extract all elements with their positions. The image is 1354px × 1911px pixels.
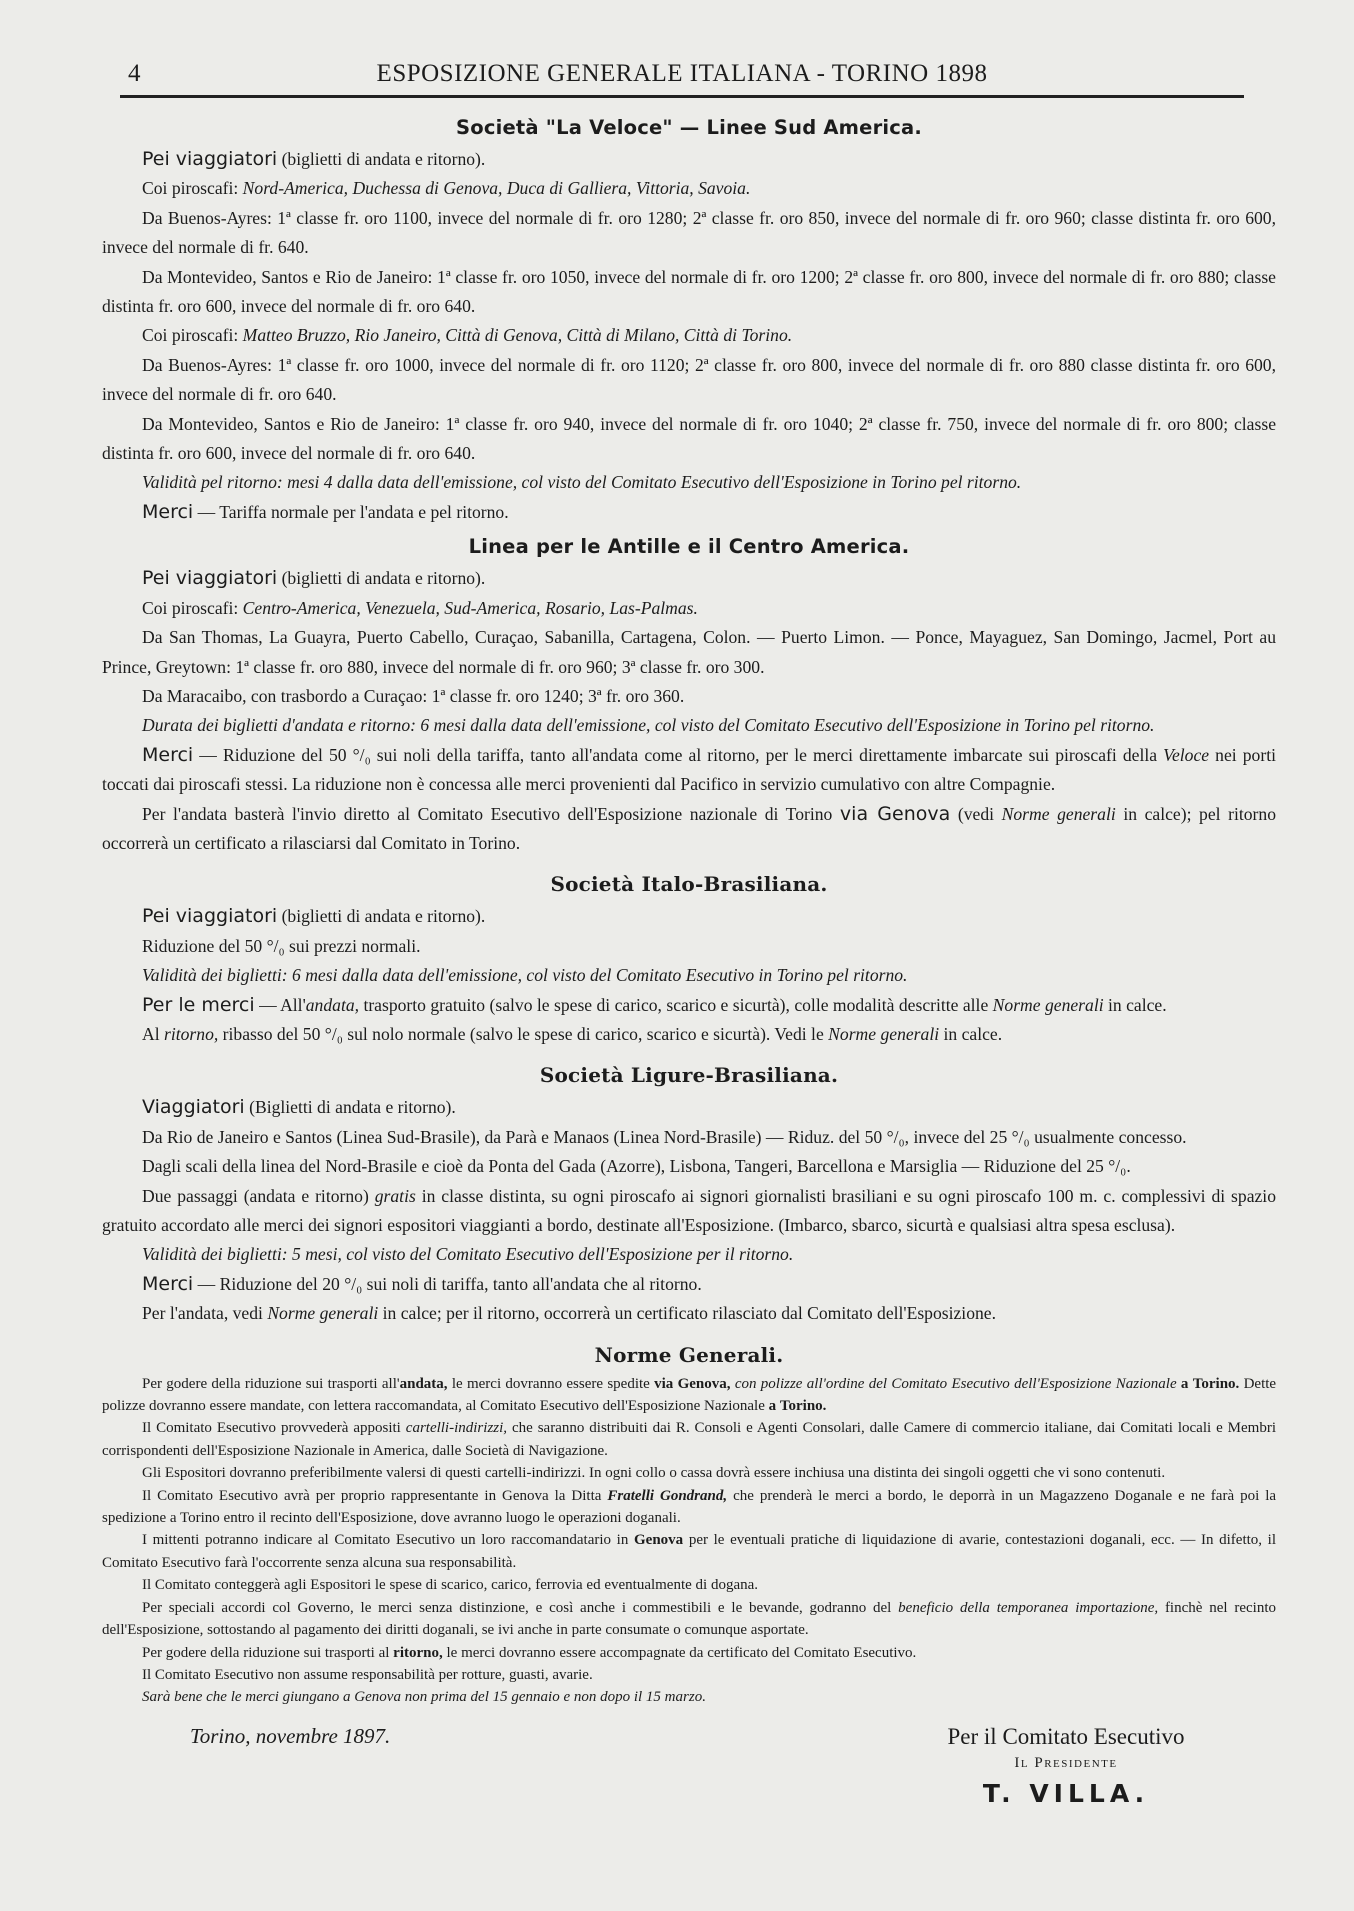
body-text: Dagli scali della linea del Nord-Brasile e cioè da Ponta del Gada (Azorre), Lisbona, Tangeri, Barcellona e Marsiglia — Riduzione del 25 °/₀. — [142, 1156, 1131, 1177]
italic-term: ritorno, — [164, 1023, 219, 1044]
italic-term: gratis — [374, 1185, 416, 1206]
body-text: Per speciali accordi col Governo, le merci senza distinzione, e così anche i commestibili e le bevande, godranno del — [142, 1599, 892, 1616]
italic-term: Norme generali — [992, 994, 1104, 1015]
lead-text: (biglietti di andata e ritorno). — [281, 149, 486, 169]
ship-list: Nord-America, Duchessa di Genova, Duca di Galliera, Vittoria, Savoia. — [242, 178, 751, 199]
emphasis: ritorno, — [393, 1644, 443, 1661]
lead-label: Pei viaggiatori — [142, 148, 278, 170]
section-title: Società Ligure-Brasiliana. — [539, 1063, 839, 1088]
section-title: Norme Generali. — [594, 1342, 784, 1367]
body-text: Il Comitato Esecutivo avrà per proprio rappresentante in Genova la Ditta — [142, 1487, 602, 1504]
body-text: Per l'andata, vedi — [142, 1303, 263, 1324]
body-text: le merci dovranno essere spedite — [451, 1375, 650, 1392]
body-text: I mittenti potranno indicare al Comitato Esecutivo un loro raccomandatario in — [142, 1532, 629, 1549]
body-text: Gli Espositori dovranno preferibilmente valersi di questi cartelli-indirizzi. In ogni collo o cassa dovrà essere inchiusa una distinta dei singoli oggetti che vi sono contenuti. — [142, 1465, 1166, 1482]
lead-text: nei porti toccati dai piroscafi stessi. La riduzione non è concessa alle merci provenienti dal Pacifico in servizio cumulativo con altre Compagnie. — [102, 744, 1276, 795]
ships-intro: Coi piroscafi: — [142, 597, 239, 618]
lead-label: Viaggiatori — [142, 1096, 245, 1119]
emphasis: a — [768, 1398, 777, 1415]
header-rule — [120, 95, 1244, 98]
lead-label: Merci — [142, 1272, 194, 1295]
lead-label: Pei viaggiatori — [142, 905, 278, 928]
body-text: per le eventuali pratiche di liquidazione di avarie, contestazioni doganali, ecc. — In difetto, il Comitato Esecutivo farà l'occorrente senza alcuna sua responsabilità. — [102, 1532, 1277, 1571]
emphasis: via Genova — [839, 802, 951, 825]
body-text: in calce. — [943, 1023, 1003, 1044]
lead-label: Merci — [142, 500, 194, 523]
ships-intro: Coi piroscafi: — [142, 178, 239, 199]
body-text: Da Rio de Janeiro e Santos (Linea Sud-Brasile), da Parà e Manaos (Linea Nord-Brasile) — Riduz. del 50 °/₀, invece del 25 °/₀ usualmente concesso. — [142, 1126, 1187, 1147]
fare-paragraph: Da Maracaibo, con trasbordo a Curaçao: 1ª classe fr. oro 1240; 3ª fr. oro 360. — [142, 685, 685, 706]
lead-text: — Tariffa normale per l'andata e pel ritorno. — [197, 501, 509, 522]
ship-list: Matteo Bruzzo, Rio Janeiro, Città di Genova, Città di Milano, Città di Torino. — [242, 325, 793, 346]
body-text: in calce); pel ritorno occorrerà un certificato a rilasciarsi dal Comitato in Torino. — [102, 803, 1277, 853]
signature-block — [906, 1722, 1226, 1814]
body-text: che saranno distribuiti dai R. Consoli e Agenti Consolari, dalle Camere di commercio italiane, dai Comitati locali e Membri corrispondenti dell'Esposizione Nazionale in America, dalle Società di Navigazione. — [102, 1420, 1277, 1459]
emphasis: andata, — [399, 1375, 448, 1392]
italic-term: Fratelli Gondrand, — [607, 1487, 728, 1504]
lead-text: — Riduzione del 20 °/₀ sui noli di tariffa, tanto all'andata che al ritorno. — [197, 1273, 702, 1294]
emphasis: Torino. — [1192, 1375, 1240, 1392]
page-number: 4 — [128, 60, 141, 87]
body-text: in classe distinta, su ogni piroscafo ai signori giornalisti brasiliani e su ogni piroscafo 100 m. c. complessivi di spazio gratuito accordato alle merci dei signori espositori viaggianti a bordo, destinate all'Esposizione. (Imbarco, sbarco, sicurtà e qualsiasi altra spesa esclusa). — [102, 1185, 1276, 1235]
body-text: Per godere della riduzione sui trasporti al — [142, 1644, 390, 1661]
page-body — [102, 116, 1276, 1709]
signature-name: T. VILLA. — [982, 1779, 1150, 1808]
emphasis: via Genova, — [654, 1375, 731, 1392]
italic-term: Veloce — [1163, 744, 1210, 765]
emphasis: Genova — [634, 1532, 684, 1549]
body-text: finchè nel recinto dell'Esposizione, sottostando al pagamento dei diritti doganali, se ivi anche in parte consumate o comunque asportate. — [102, 1599, 1276, 1639]
page-header — [120, 56, 1244, 96]
fare-paragraph: Da Montevideo, Santos e Rio de Janeiro: 1ª classe fr. oro 940, invece del normale di fr. oro 1040; 2ª classe fr. 750, invece del normale di fr. oro 800; classe distinta fr. oro 600, invece del normale di fr. oro 640. — [102, 413, 1276, 464]
fare-paragraph: Da Buenos-Ayres: 1ª classe fr. oro 1000, invece del normale di fr. oro 1120; 2ª classe fr. oro 800, invece del normale di fr. oro 880 classe distinta fr. oro 600, invece del normale di fr. oro 640. — [102, 354, 1276, 405]
section-antille — [102, 535, 1276, 858]
italic-term: andata, — [305, 994, 360, 1015]
validity-note: Validità dei biglietti: 5 mesi, col visto del Comitato Esecutivo dell'Esposizione per il ritorno. — [142, 1244, 794, 1265]
italic-term: beneficio della temporanea importazione, — [898, 1599, 1159, 1616]
section-title: Società Italo-Brasiliana. — [550, 872, 828, 897]
lead-text: trasporto gratuito (salvo le spese di carico, scarico e sicurtà), colle modalità descritte alle — [363, 994, 989, 1015]
italic-term: Norme generali — [1001, 803, 1116, 824]
section-norme-generali — [102, 1343, 1276, 1709]
lead-text: (Biglietti di andata e ritorno). — [249, 1097, 456, 1118]
place-date: Torino, novembre 1897. — [190, 1724, 391, 1748]
section-title: Società "La Veloce" — Linee Sud America. — [455, 116, 923, 139]
body-text: Per godere della riduzione sui trasporti all' — [142, 1375, 400, 1392]
body-text: Sarà bene che le merci giungano a Genova non prima del 15 gennaio e non dopo il 15 marzo. — [142, 1689, 706, 1706]
validity-note: Validità dei biglietti: 6 mesi dalla data dell'emissione, col visto del Comitato Esecutivo in Torino pel ritorno. — [142, 965, 908, 986]
lead-label: Merci — [142, 743, 194, 766]
validity-note: Validità pel ritorno: mesi 4 dalla data dell'emissione, col visto del Comitato Esecutivo dell'Esposizione in Torino pel ritorno. — [142, 472, 1022, 493]
signature-line-1: Per il Comitato Esecutivo — [947, 1724, 1185, 1749]
lead-text: (biglietti di andata e ritorno). — [281, 906, 486, 927]
body-text: Per l'andata basterà l'invio diretto al Comitato Esecutivo dell'Esposizione nazionale di Torino — [142, 803, 833, 824]
body-text: Al — [142, 1023, 160, 1044]
body-text: Dette polizze dovranno essere mandate, con lettera raccomandata, al Comitato Esecutivo dell'Esposizione Nazionale — [102, 1375, 1277, 1415]
section-italo-brasiliana — [102, 872, 1276, 1049]
running-title: ESPOSIZIONE GENERALE ITALIANA - TORINO 1898 — [376, 60, 988, 87]
section-ligure-brasiliana — [102, 1063, 1276, 1328]
body-text: Riduzione del 50 °/₀ sui prezzi normali. — [142, 935, 421, 956]
ships-intro: Coi piroscafi: — [142, 325, 239, 346]
emphasis: Torino. — [779, 1398, 827, 1415]
body-text: (vedi — [957, 803, 995, 824]
italic-term: cartelli-indirizzi, — [405, 1420, 508, 1437]
body-text: Il Comitato Esecutivo provvederà appositi — [142, 1420, 401, 1437]
lead-text: (biglietti di andata e ritorno). — [281, 568, 486, 589]
body-text: Due passaggi (andata e ritorno) — [142, 1185, 369, 1206]
body-text: Il Comitato conteggerà agli Espositori le spese di scarico, carico, ferrovia ed eventualmente di dogana. — [142, 1577, 759, 1594]
italic-term: con polizze all'ordine del Comitato Esecutivo dell'Esposizione Nazionale — [734, 1375, 1177, 1392]
body-text: che prenderà le merci a bordo, le deporrà in un Magazzeno Doganale e ne farà poi la spedizione a Torino entro il recinto dell'Esposizione, dove avranno luogo le operazioni doganali. — [102, 1487, 1277, 1527]
body-text: ribasso del 50 °/₀ sul nolo normale (salvo le spese di carico, scarico e sicurtà). Vedi le — [222, 1023, 824, 1044]
lead-text: in calce. — [1108, 994, 1167, 1015]
section-la-veloce — [102, 116, 1276, 527]
body-text: le merci dovranno essere accompagnate da certificato del Comitato Esecutivo. — [446, 1644, 917, 1661]
fare-paragraph: Da Buenos-Ayres: 1ª classe fr. oro 1100, invece del normale di fr. oro 1280; 2ª classe fr. oro 850, invece del normale di fr. oro 960; classe distinta fr. oro 600, invece del normale di fr. 640. — [102, 207, 1276, 258]
body-text: in calce; per il ritorno, occorrerà un certificato rilasciato dal Comitato dell'Esposizione. — [382, 1303, 996, 1324]
validity-note: Durata dei biglietti d'andata e ritorno: 6 mesi dalla data dell'emissione, col visto del Comitato Esecutivo dell'Esposizione in Torino pel ritorno. — [142, 715, 1155, 736]
body-text: Il Comitato Esecutivo non assume responsabilità per rotture, guasti, avarie. — [142, 1666, 593, 1683]
fare-paragraph: Da Montevideo, Santos e Rio de Janeiro: 1ª classe fr. oro 1050, invece del normale di fr. oro 1200; 2ª classe fr. oro 800, invece del normale di fr. oro 880; classe distinta fr. oro 600, invece del normale di fr. oro 640. — [102, 266, 1276, 317]
italic-term: Norme generali — [828, 1023, 940, 1044]
lead-label: Per le merci — [142, 993, 255, 1016]
italic-term: Norme generali — [267, 1303, 379, 1324]
signature-line-2: Il Presidente — [1014, 1755, 1118, 1771]
ship-list: Centro-America, Venezuela, Sud-America, Rosario, Las-Palmas. — [242, 597, 698, 618]
section-title: Linea per le Antille e il Centro America. — [468, 535, 910, 559]
lead-label: Pei viaggiatori — [142, 567, 278, 590]
emphasis: a — [1180, 1375, 1189, 1392]
lead-text: — Riduzione del 50 °/₀ sui noli della tariffa, tanto all'andata come al ritorno, per le merci direttamente imbarcate sui piroscafi della — [199, 744, 1158, 765]
lead-text: — All' — [259, 994, 306, 1015]
fare-paragraph: Da San Thomas, La Guayra, Puerto Cabello, Curaçao, Sabanilla, Cartagena, Colon. — Puerto Limon. — Ponce, Mayaguez, San Domingo, Jacmel, Port au Prince, Greytown: 1ª classe fr. oro 880, invece del normale di fr. oro 960; 3ª classe fr. oro 300. — [102, 627, 1276, 677]
